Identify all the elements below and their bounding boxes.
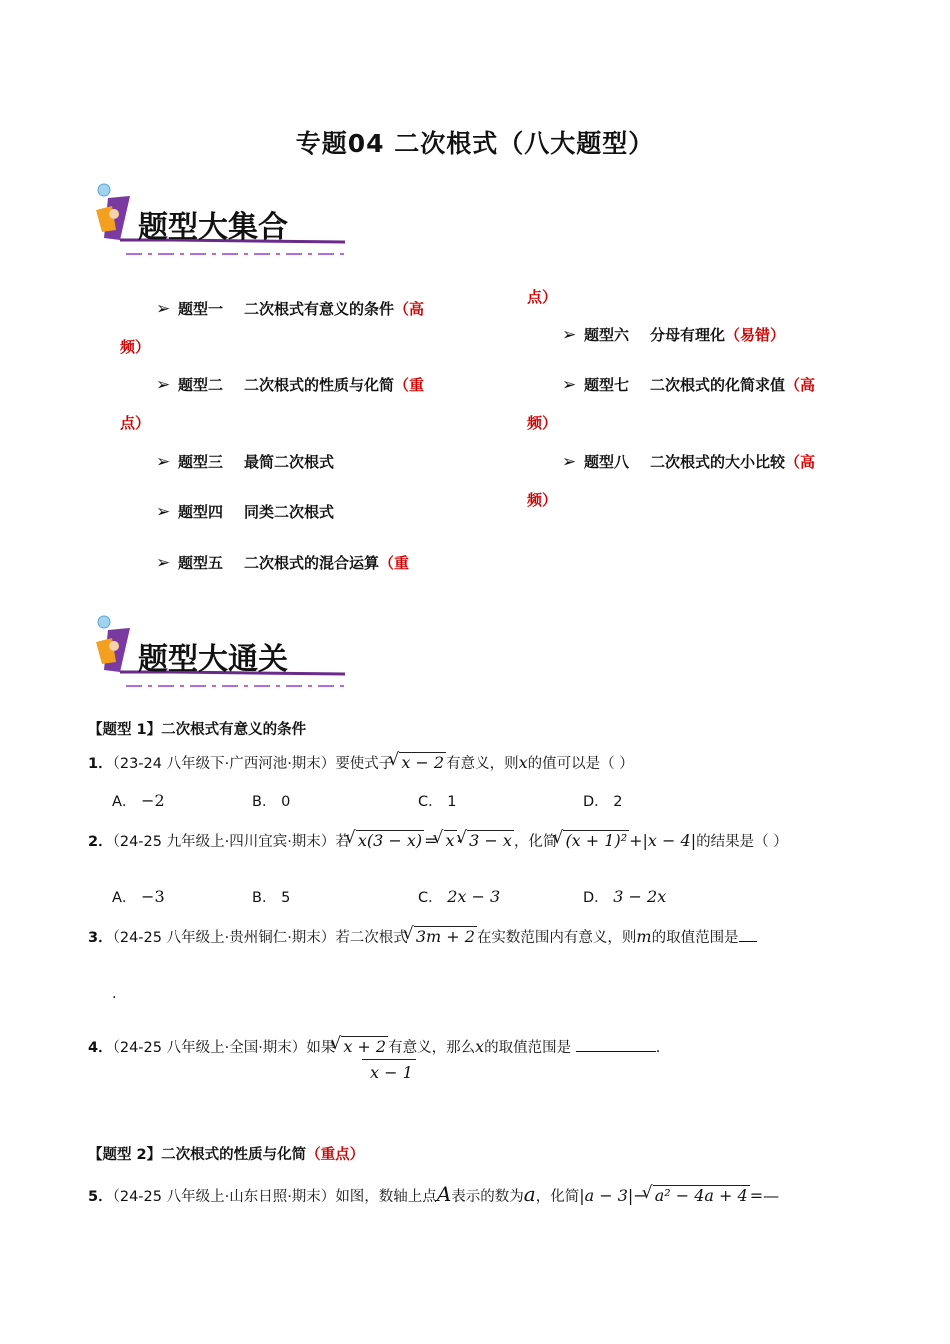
arrow-icon: ➢	[562, 375, 577, 395]
q1-option-a[interactable]: A． −2	[112, 791, 165, 810]
toc-item-5[interactable]: ➢ 题型五 二次根式的混合运算（重	[156, 553, 410, 573]
answer-blank[interactable]	[576, 1037, 656, 1052]
banner-question-pass	[90, 612, 360, 694]
q1-option-b[interactable]: B． 0	[252, 794, 291, 810]
question-5: 5．（24-25 八年级上·山东日照·期末）如图，数轴上点A表示的数为a，化简|a − 3|−√ a² − 4a + 4 =—	[88, 1182, 779, 1206]
section-2-heading: 【题型 2】二次根式的性质与化简（重点）	[88, 1147, 365, 1163]
toc-item-1-tag-tail: 频）	[120, 338, 151, 356]
answer-blank[interactable]	[739, 927, 757, 942]
arrow-icon: ➢	[156, 553, 171, 573]
toc-item-8-tag-tail: 频）	[527, 491, 558, 509]
toc-item-2[interactable]: ➢ 题型二 二次根式的性质与化简（重	[156, 375, 425, 395]
arrow-icon: ➢	[156, 375, 171, 395]
wizard-banner-icon	[90, 612, 360, 694]
fraction-bar	[362, 1059, 416, 1060]
toc-item-1[interactable]: ➢ 题型一 二次根式有意义的条件（高	[156, 299, 425, 319]
arrow-icon: ➢	[156, 299, 171, 319]
question-1: 1．（23-24 八年级下·广西河池·期末）要使式子√ x − 2 有意义，则x的值可以是（ ）	[88, 752, 634, 773]
question-2: 2．（24-25 九年级上·四川宜宾·期末）若√ x(3 − x) =√ x ·√ 3 − x ，化简√ (x + 1)² +|x − 4|的结果是（ ）	[88, 830, 788, 851]
toc-item-7-tag-tail: 频）	[527, 414, 558, 432]
question-3: 3．（24-25 八年级上·贵州铜仁·期末）若二次根式√ 3m + 2 在实数范围内有意义，则m的取值范围是	[88, 926, 757, 947]
q2-option-b[interactable]: B． 5	[252, 890, 291, 906]
toc-item-5-tag-tail: 点）	[527, 288, 558, 306]
toc-item-3[interactable]: ➢ 题型三 最简二次根式	[156, 452, 335, 472]
q3-end: .	[112, 986, 117, 1002]
q2-option-a[interactable]: A． −3	[112, 887, 165, 906]
arrow-icon: ➢	[156, 452, 171, 472]
banner-question-set	[90, 180, 360, 262]
q2-option-c[interactable]: C． 2x − 3	[418, 887, 501, 906]
banner1-text: 题型大集合	[138, 210, 288, 245]
toc-item-7[interactable]: ➢ 题型七 二次根式的化简求值（高	[562, 375, 816, 395]
q1-option-d[interactable]: D． 2	[583, 794, 623, 810]
sqrt-expression: √ x − 2	[399, 752, 446, 772]
toc-item-2-tag-tail: 点）	[120, 414, 151, 432]
section-1-heading: 【题型 1】二次根式有意义的条件	[88, 722, 307, 738]
q4-denominator: x − 1	[370, 1063, 413, 1082]
wizard-banner-icon	[90, 180, 360, 262]
toc-item-8[interactable]: ➢ 题型八 二次根式的大小比较（高	[562, 452, 816, 472]
arrow-icon: ➢	[562, 325, 577, 345]
toc-item-4[interactable]: ➢ 题型四 同类二次根式	[156, 502, 335, 522]
toc-item-6[interactable]: ➢ 题型六 分母有理化（易错）	[562, 325, 786, 345]
q2-option-d[interactable]: D． 3 − 2x	[583, 887, 667, 906]
question-4: 4．（24-25 八年级上·全国·期末）如果√ x + 2 有意义，那么x的取值范围是 .	[88, 1036, 660, 1057]
page-title: 专题04 二次根式（八大题型）	[295, 129, 655, 158]
q1-option-c[interactable]: C． 1	[418, 794, 457, 810]
arrow-icon: ➢	[562, 452, 577, 472]
arrow-icon: ➢	[156, 502, 171, 522]
banner2-text: 题型大通关	[138, 642, 288, 677]
